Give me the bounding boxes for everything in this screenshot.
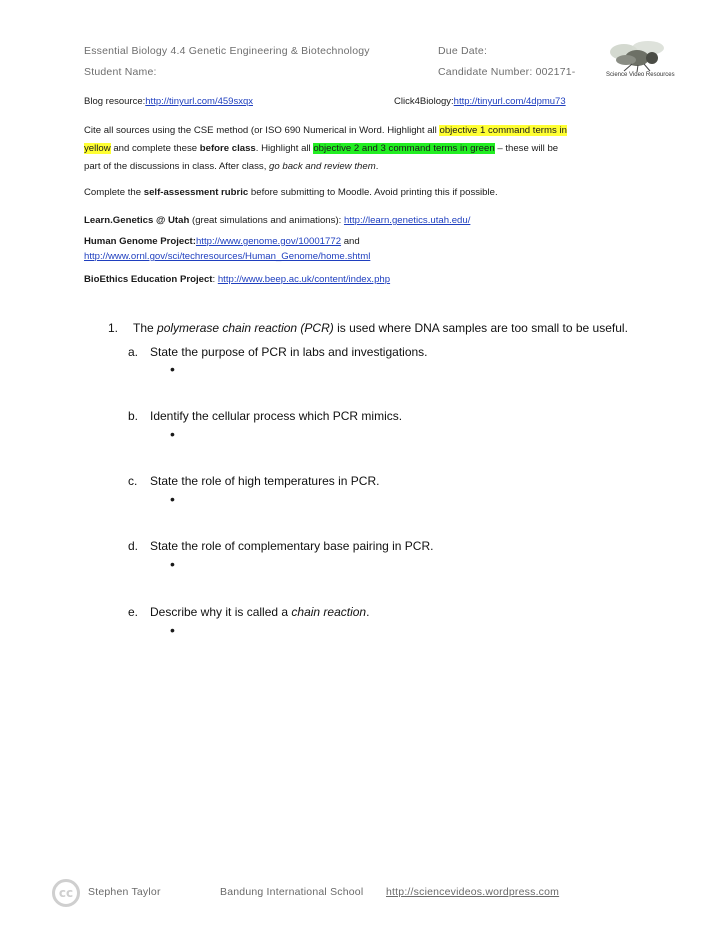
answer-bullet[interactable]: • (170, 361, 175, 377)
instr-text: and complete these (110, 143, 200, 154)
part-letter: d. (128, 539, 139, 553)
part-e-text-a: Describe why it is called a (150, 605, 292, 619)
answer-bullet[interactable]: • (170, 556, 175, 572)
question-italic: polymerase chain reaction (PCR) (157, 321, 334, 335)
learn-genetics-link[interactable]: http://learn.genetics.utah.edu/ (343, 215, 471, 226)
beep-line (84, 271, 644, 289)
creative-commons-icon: cc (52, 879, 80, 907)
science-video-resources-logo (604, 38, 678, 82)
instr-text: . (375, 161, 379, 172)
instr-bold: self-assessment rubric (143, 187, 249, 198)
part-letter: c. (128, 474, 138, 488)
question-number: 1. (108, 321, 119, 335)
hgp-lines (84, 234, 644, 264)
instr-text: . Highlight all (255, 143, 314, 154)
hgp-label: Human Genome Project: (84, 236, 196, 247)
instr-text: part of the discussions in class. After class, (84, 161, 270, 172)
beep-label: BioEthics Education Project (84, 274, 213, 285)
learn-genetics-label: Learn.Genetics @ Utah (84, 215, 190, 226)
beep-sep: : (212, 274, 218, 285)
instr-italic: go back and review them (269, 161, 376, 172)
instr-text: Cite all sources using the CSE method (or ISO 690 Numerical in Word. Highlight all (84, 125, 440, 136)
ornl-link[interactable]: http://www.ornl.gov/sci/techresources/Human_Genome/home.shtml (84, 251, 371, 262)
question-text-b: is used where DNA samples are too small to be useful. (333, 321, 628, 335)
click4-link[interactable]: http://tinyurl.com/4dpmu73 (453, 96, 566, 107)
part-letter: a. (128, 345, 139, 359)
blog-label: Blog resource: (84, 96, 146, 107)
part-text: State the purpose of PCR in labs and investigations. (150, 345, 428, 359)
instr-bold: before class (199, 143, 256, 154)
click4-label: Click4Biology: (394, 96, 454, 107)
question-text-a: The (133, 321, 158, 335)
footer-school: Bandung International School (220, 886, 364, 898)
blog-resource (84, 96, 253, 107)
hgp-link[interactable]: http://www.genome.gov/10001772 (195, 236, 342, 247)
highlight-yellow: yellow (84, 143, 111, 154)
beep-link[interactable]: http://www.beep.ac.uk/content/index.php (217, 274, 391, 285)
instr-text: before submitting to Moodle. Avoid printing this if possible. (248, 187, 498, 198)
part-e-italic: chain reaction (291, 605, 367, 619)
learn-genetics-desc: (great simulations and animations): (189, 215, 344, 226)
learn-genetics-line (84, 212, 644, 230)
student-name-label: Student Name: (84, 66, 157, 78)
blog-link[interactable]: http://tinyurl.com/459sxqx (145, 96, 253, 107)
highlight-green: objective 2 and 3 command terms in green (313, 143, 495, 154)
footer-author: Stephen Taylor (88, 886, 161, 898)
instructions-paragraph (84, 122, 644, 176)
candidate-number-label: Candidate Number: 002171- (438, 66, 576, 78)
instr-text: Complete the (84, 187, 144, 198)
part-e-text-b: . (366, 605, 370, 619)
part-text: State the role of complementary base pairing in PCR. (150, 539, 434, 553)
instr-text: – these will be (494, 143, 559, 154)
footer-url[interactable]: http://sciencevideos.wordpress.com (386, 886, 560, 898)
highlight-yellow: objective 1 command terms in (439, 125, 567, 136)
answer-bullet[interactable]: • (170, 426, 175, 442)
question-text (133, 321, 628, 335)
part-text: State the role of high temperatures in PCR. (150, 474, 380, 488)
part-letter: b. (128, 409, 139, 423)
part-text: Identify the cellular process which PCR mimics. (150, 409, 403, 423)
answer-bullet[interactable]: • (170, 491, 175, 507)
logo-caption: Science Video Resources (606, 72, 675, 78)
answer-bullet[interactable]: • (170, 622, 175, 638)
doc-title: Essential Biology 4.4 Genetic Engineering & Biotechnology (84, 45, 370, 57)
part-text (150, 605, 369, 619)
part-letter: e. (128, 605, 139, 619)
hgp-and: and (341, 236, 360, 247)
click4biology-resource (394, 96, 566, 107)
due-date-label: Due Date: (438, 45, 488, 57)
rubric-instructions (84, 184, 644, 202)
